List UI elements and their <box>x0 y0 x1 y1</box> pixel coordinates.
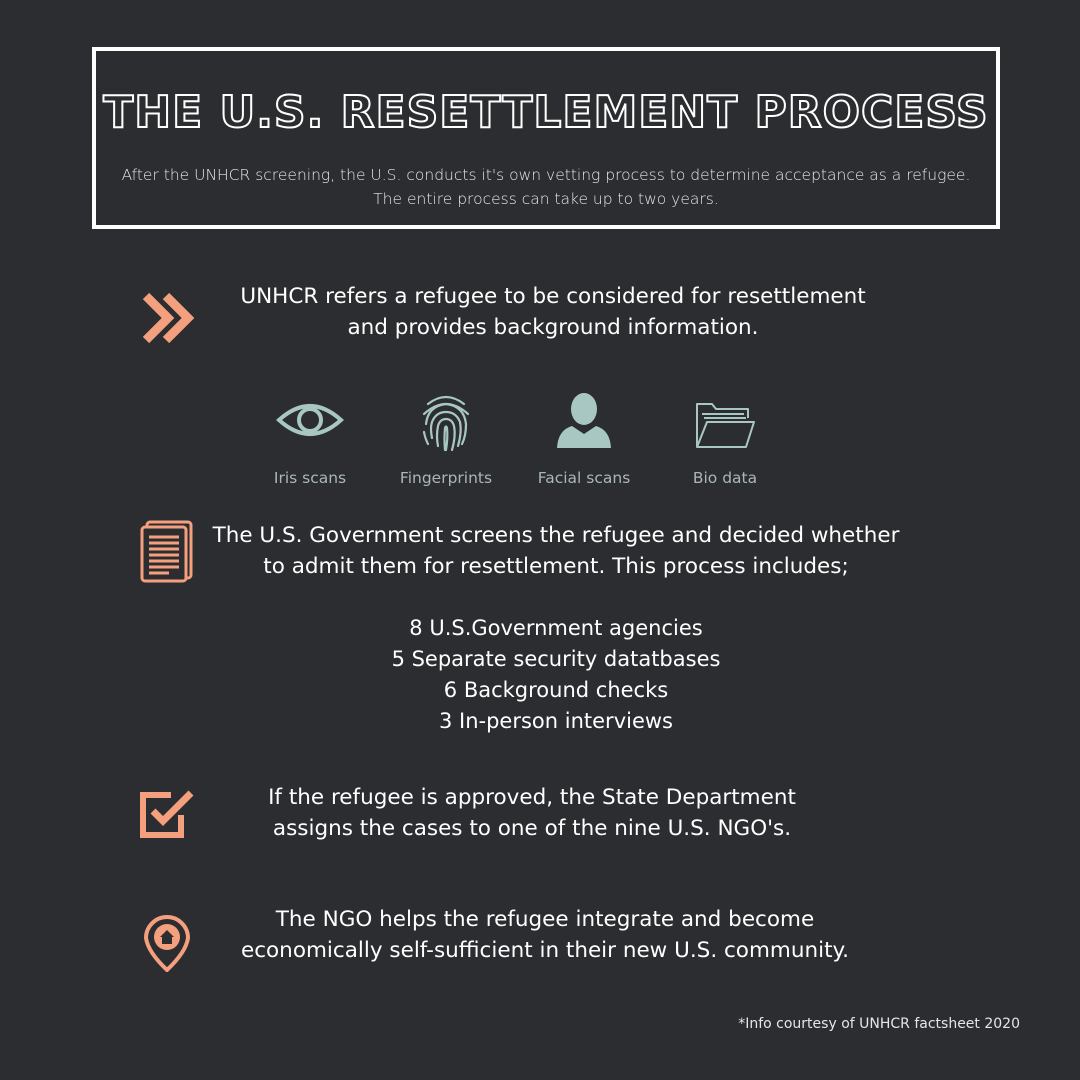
page-title: THE U.S. RESETTLEMENT PROCESS <box>103 87 989 138</box>
fact-item-background-checks: 6 Background checks <box>443 678 669 702</box>
step-integrate-line-1: The NGO helps the refugee integrate and become <box>275 907 815 932</box>
person-icon <box>554 392 614 450</box>
step-integrate-text <box>220 904 870 966</box>
header-box <box>92 47 1000 229</box>
bio-label-fingerprints: Fingerprints <box>399 469 493 487</box>
bio-item-facial <box>524 392 644 487</box>
page-subtitle <box>96 163 996 211</box>
step-screen-line-2: to admit them for resettlement. This process includes; <box>263 554 849 579</box>
step-approve-line-1: If the refugee is approved, the State Department <box>268 785 796 810</box>
folder-icon <box>694 400 756 450</box>
fact-item-agencies: 8 U.S.Government agencies <box>409 616 703 640</box>
step-screen-text <box>200 520 912 582</box>
bio-label-biodata: Bio data <box>692 469 758 487</box>
double-chevron-right-icon <box>142 292 194 348</box>
subtitle-line-1: After the UNHCR screening, the U.S. conducts it's own vetting process to determine acceptance as a refugee. <box>121 166 971 184</box>
bio-item-biodata <box>665 400 785 487</box>
step-refer-line-2: and provides background information. <box>347 315 759 340</box>
fingerprint-icon <box>416 392 476 454</box>
bio-item-iris <box>250 392 370 487</box>
step-approve-line-2: assigns the cases to one of the nine U.S. NGO's. <box>272 816 792 841</box>
step-refer-line-1: UNHCR refers a refugee to be considered for resettlement <box>240 284 866 309</box>
bio-label-facial: Facial scans <box>537 469 631 487</box>
fact-item-databases: 5 Separate security datatbases <box>391 647 721 671</box>
checkbox-icon <box>137 785 197 847</box>
documents-icon <box>139 519 195 587</box>
home-pin-icon <box>142 910 192 978</box>
step-screen-line-1: The U.S. Government screens the refugee and decided whether <box>212 523 900 548</box>
screening-facts-list <box>340 613 772 737</box>
step-approve-text <box>232 782 832 844</box>
bio-label-iris: Iris scans <box>273 469 347 487</box>
subtitle-line-2: The entire process can take up to two years. <box>373 190 719 208</box>
biometrics-row <box>255 392 785 492</box>
eye-icon <box>275 392 345 448</box>
step-refer-text <box>220 281 886 343</box>
step-integrate-line-2: economically self-sufficient in their new U.S. community. <box>240 938 849 963</box>
fact-item-interviews: 3 In-person interviews <box>438 709 673 733</box>
bio-item-fingerprints <box>386 392 506 487</box>
source-footnote: *Info courtesy of UNHCR factsheet 2020 <box>738 1016 1020 1032</box>
